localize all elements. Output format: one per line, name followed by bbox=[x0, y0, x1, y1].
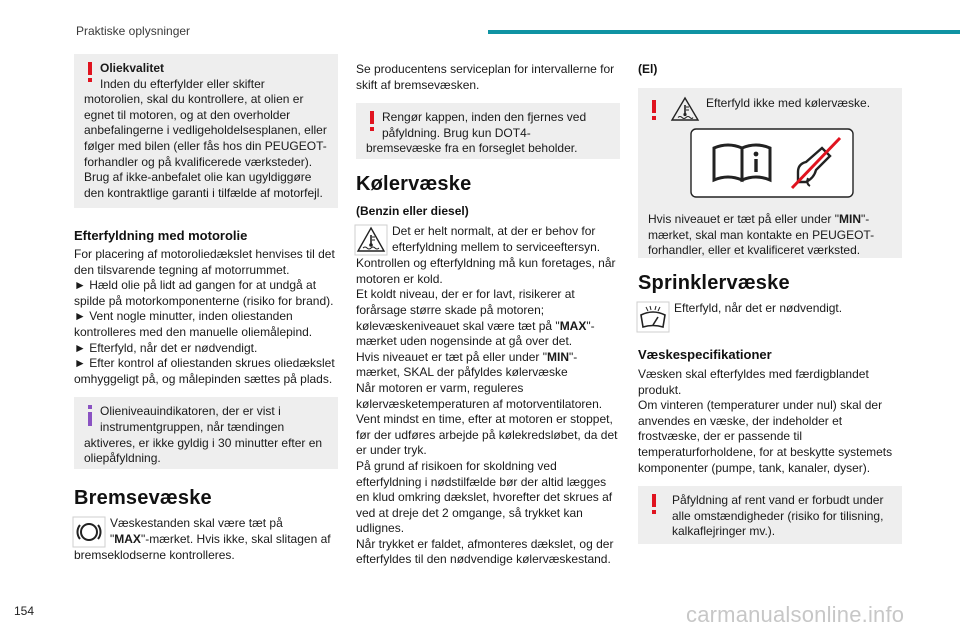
electric-coolant-warning-box bbox=[638, 88, 902, 258]
coolant-max-label: MAX bbox=[559, 318, 587, 333]
watermark-text: carmanualsonline.info bbox=[686, 602, 905, 627]
info-first-line: Olieniveauindikatoren, der er vist i bbox=[100, 404, 281, 419]
coolant-para-5: På grund af risikoen for skoldning ved efterfyldning i nødstilfælde bør der altid lægges en klud omkring dækslet, hvorefter det skrues af ved at dreje det 2 omgange, så trykket kan udlignes. bbox=[356, 458, 613, 536]
oil-quality-warning-box bbox=[74, 54, 338, 208]
info-rest: aktiveres, er ikke gyldig i 30 minutter efter en oliepåfyldning. bbox=[84, 435, 323, 466]
column-2 bbox=[356, 62, 620, 568]
brake-line-3: bremseklodserne kontrolleres. bbox=[74, 548, 235, 563]
electric-heading: (El) bbox=[638, 62, 658, 76]
column-1 bbox=[74, 54, 338, 564]
windscreen-washer-icon bbox=[636, 301, 670, 333]
refill-step-1: ► Hæld olie på lidt ad gangen for at undgå at spilde på motorkomponenterne (risiko for brand). bbox=[74, 278, 334, 308]
info-second-line: instrumentgruppen, når tændingen bbox=[100, 419, 285, 434]
clean-second-line: påfyldning. Brug kun DOT4- bbox=[382, 125, 531, 140]
electric-para-1b: "-mærket, skal man kontakte en PEUGEOT-forhandler, eller et kvalificeret værksted. bbox=[648, 212, 875, 258]
washer-refill-text: Efterfyld, når det er nødvendigt. bbox=[674, 301, 843, 315]
brake-line-2-post: "-mærket. Hvis ikke, skal slitagen af bbox=[140, 531, 331, 546]
warning-exclamation-icon bbox=[650, 494, 658, 516]
coolant-para-2b: "-mærket uden nogensinde at gå over det. bbox=[356, 318, 595, 349]
water-forbidden-warning-box bbox=[638, 486, 902, 544]
electric-warning-text: Efterfyld ikke med kølervæske. bbox=[706, 96, 871, 110]
oil-quality-title: Oliekvalitet bbox=[100, 61, 165, 75]
warning-exclamation-icon bbox=[368, 111, 376, 133]
refill-step-4: ► Efter kontrol af oliestanden skrues oliedækslet omhyggeligt på, og målepinden sættes på plads. bbox=[74, 356, 335, 386]
refill-step-2: ► Vent nogle minutter, inden oliestanden kontrolleres med den manuelle oliemålepind. bbox=[74, 309, 313, 339]
warning-exclamation-icon bbox=[650, 100, 658, 122]
spec-para-1: Væsken skal efterfyldes med færdigblandet produkt. bbox=[638, 367, 869, 397]
oil-quality-body: motorolien, skal du kontrollere, at olien er egnet til motoren, og at den overholder anbefalingerne i vedligeholdelsesplanen, eller følger med bilen (eller fås hos din PEUGEOT-forhandler og på kvalificerede værksteder). Brug af ikke-anbefalet olie kan ugyldiggøre den kontraktlige garanti i tilfælde af motorfejl. bbox=[84, 92, 327, 200]
coolant-para-4: Når motoren er varm, reguleres kølervæsketemperaturen af motorventilatoren. Vent mindst en time, efter at motoren er stoppet, før der udføres arbejde på kølekredsløbet, da det er under tryk. bbox=[356, 380, 618, 458]
oil-quality-first-line: Inden du efterfylder eller skifter bbox=[100, 76, 265, 91]
page-header-title: Praktiske oplysninger bbox=[76, 24, 191, 38]
coolant-temperature-warning-icon bbox=[354, 224, 388, 256]
coolant-line-1: Det er helt normalt, at der er behov for bbox=[392, 224, 596, 239]
page-number: 154 bbox=[14, 604, 35, 618]
column-3 bbox=[638, 62, 902, 544]
coolant-para-3b: "-mærket, SKAL der påfyldes kølervæske bbox=[356, 349, 578, 380]
spec-box-rest: alle omstændigheder (risiko for tilisning, kalkaflejringer mv.). bbox=[672, 508, 884, 539]
brake-line-2-pre: " bbox=[110, 531, 115, 546]
clean-first-line: Rengør kappen, inden den fjernes ved bbox=[382, 110, 587, 125]
brake-max-label: MAX bbox=[114, 531, 141, 546]
brake-line-1: Væskestanden skal være tæt på bbox=[110, 516, 283, 531]
clean-rest: bremsevæske fra en forseglet beholder. bbox=[366, 141, 578, 156]
spec-para-2: Om vinteren (temperaturer under nul) skal der anvendes en væske, der indeholder et frostvæske, der er passende til temperaturforholdene, for at beskytte systemets komponenter (pumpe, tank, kanaler, dyser). bbox=[638, 398, 893, 475]
coolant-heading: Kølervæske bbox=[356, 173, 472, 196]
electric-min-label: MIN bbox=[839, 212, 862, 226]
coolant-subheading: (Benzin eller diesel) bbox=[356, 204, 469, 219]
refill-step-3: ► Efterfyld, når det er nødvendigt. bbox=[74, 340, 258, 355]
refill-heading: Efterfyldning med motorolie bbox=[74, 228, 248, 243]
brake-fluid-warning-icon bbox=[72, 516, 106, 548]
warning-exclamation-icon bbox=[86, 62, 94, 84]
coolant-para-1: Kontrollen og efterfyldning må kun foretages, når motoren er kold. bbox=[356, 256, 616, 286]
brake-fluid-heading: Bremsevæske bbox=[74, 487, 212, 510]
coolant-para-3: Hvis niveauet er tæt på eller under " bbox=[356, 349, 548, 364]
coolant-para-6: Når trykket er faldet, afmonteres dækslet, og der efterfyldes til den nødvendige kølervæskestand. bbox=[356, 536, 614, 567]
coolant-line-2: efterfyldning mellem to serviceeftersyn. bbox=[392, 239, 601, 254]
oil-level-info-box bbox=[74, 397, 338, 469]
fluid-spec-heading: Væskespecifikationer bbox=[638, 347, 772, 362]
info-icon bbox=[86, 405, 94, 427]
coolant-para-2: Et koldt niveau, der er for lavt, risikerer at forårsage større skade på motoren; kølevæskeniveauet skal være tæt på " bbox=[356, 287, 575, 333]
electric-para-1: Hvis niveauet er tæt på eller under " bbox=[648, 212, 840, 226]
service-plan-text: Se producentens serviceplan for intervallerne for skift af bremsevæsken. bbox=[356, 62, 615, 92]
header-accent-bar bbox=[488, 30, 960, 34]
cap-cleaning-warning-box bbox=[356, 103, 620, 159]
coolant-min-label: MIN bbox=[547, 349, 570, 364]
spec-box-first-line: Påfyldning af rent vand er forbudt under bbox=[672, 493, 884, 508]
coolant-warning-triangle-icon bbox=[670, 96, 700, 122]
washer-fluid-heading: Sprinklervæske bbox=[638, 272, 790, 294]
manual-and-no-refill-pictogram bbox=[690, 128, 854, 198]
refill-intro: For placering af motoroliedækslet henvises til det den tilsvarende tegning af motorrummet. bbox=[74, 247, 335, 277]
